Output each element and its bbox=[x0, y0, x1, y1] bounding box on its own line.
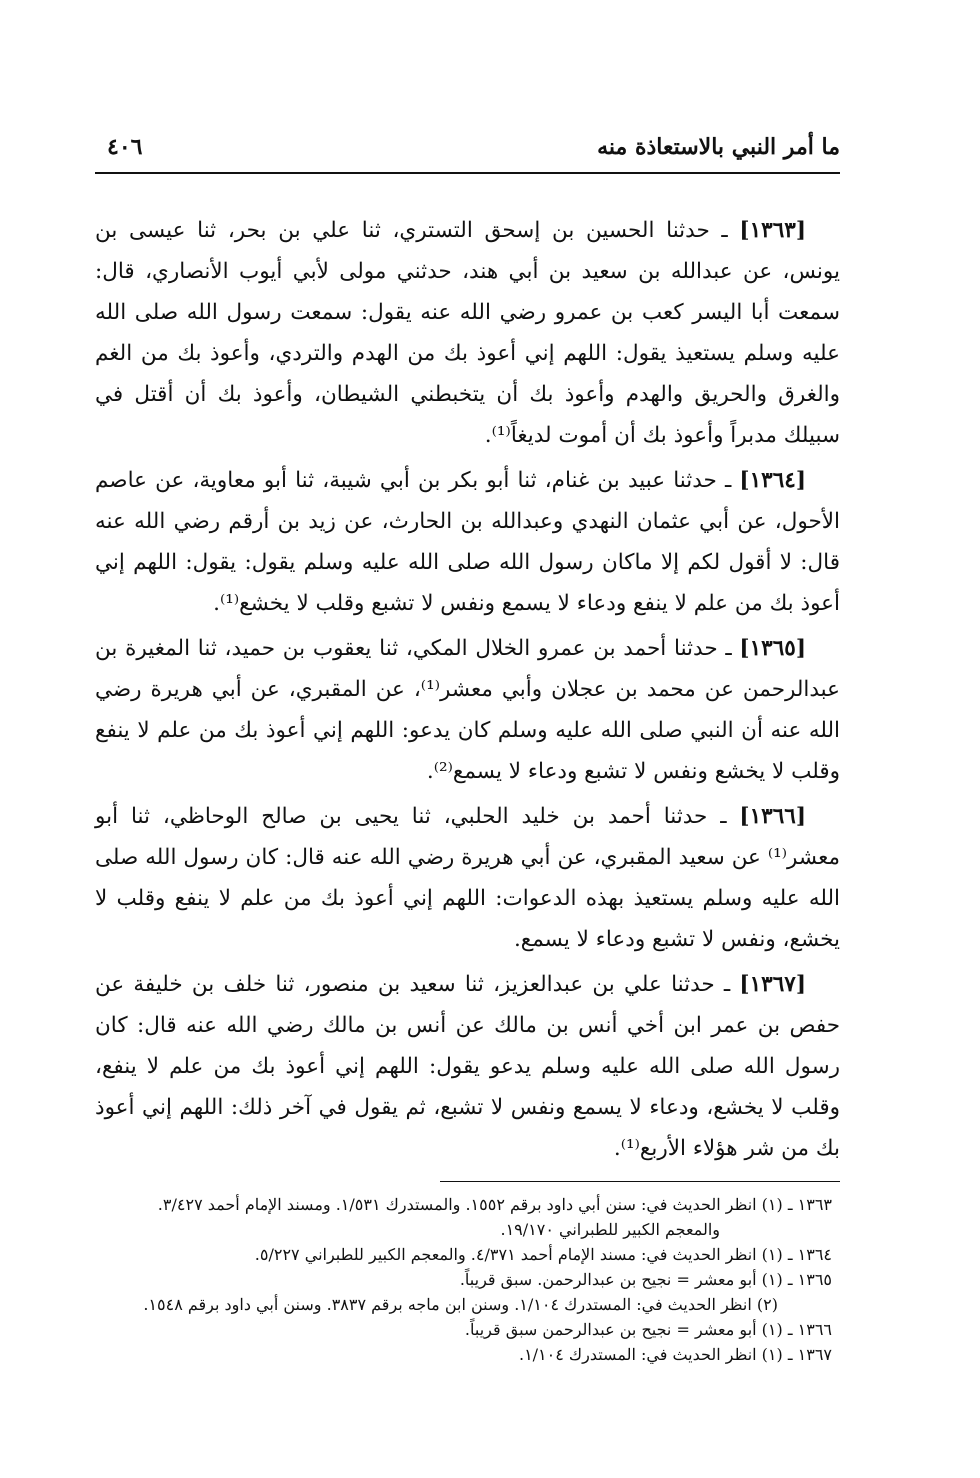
hadith-1366 bbox=[95, 796, 840, 960]
footnotes bbox=[95, 1192, 840, 1367]
footnote-1365-1: ١٣٦٥ ـ (١) أبو معشر = نجيح بن عبدالرحمن. سبق قريباً. bbox=[459, 1270, 832, 1289]
hadith-number: [١٣٦٤] bbox=[739, 468, 806, 493]
hadith-number: [١٣٦٣] bbox=[739, 218, 806, 243]
footnote-1367: ١٣٦٧ ـ (١) انظر الحديث في: المستدرك ١/١٠٤. bbox=[518, 1345, 832, 1364]
hadith-text: ـ حدثنا الحسين بن إسحق التستري، ثنا علي بن بحر، ثنا عيسى بن يونس، عن عبدالله بن سعيد بن أبي هند، حدثني مولى لأبي أيوب الأنصاري، قال: سمعت أبا اليسر كعب بن عمرو رضي الله عنه يقول: سمعت رسول الله صلى الله عليه وسلم يستعيذ يقول: اللهم إني أعوذ بك من الهدم والتردي، وأعوذ بك من الغم والغرق والحريق والهدم وأعوذ بك أن يتخبطني الشيطان، وأعوذ بك أن أقتل في سبيلك مدبراً وأعوذ بك أن أموت لديغاً⁽¹⁾. bbox=[95, 218, 840, 448]
footnote-1363: ١٣٦٣ ـ (١) انظر الحديث في: سنن أبي داود برقم ١٥٥٢. والمستدرك ١/٥٣١. ومسند الإمام أحمد ٣/٤٢٧. bbox=[157, 1195, 832, 1214]
hadith-1363 bbox=[95, 210, 840, 456]
footnote-1366: ١٣٦٦ ـ (١) أبو معشر = نجيح بن عبدالرحمن سبق قريباً. bbox=[464, 1320, 832, 1339]
book-page bbox=[95, 128, 840, 1368]
hadith-text: ـ حدثنا أحمد بن خليد الحلبي، ثنا يحيى بن صالح الوحاظي، ثنا أبو معشر⁽¹⁾ عن سعيد المقبري، عن أبي هريرة رضي الله عنه قال: كان رسول الله صلى الله عليه وسلم يستعيذ بهذه الدعوات: اللهم إني أعوذ بك من علم لا ينفع وقلب لا يخشع، ونفس لا تشبع ودعاء لا يسمع. bbox=[95, 804, 840, 952]
hadith-1365 bbox=[95, 628, 840, 792]
hadith-text: ـ حدثنا عبيد بن غنام، ثنا أبو بكر بن أبي شيبة، ثنا أبو معاوية، عن عاصم الأحول، عن أبي عثمان النهدي وعبدالله بن الحارث، عن زيد بن أرقم رضي الله عنه قال: لا أقول لكم إلا ماكان رسول الله صلى الله عليه وسلم يقول: يقول: اللهم إني أعوذ بك من علم لا ينفع ودعاء لا يسمع ونفس لا تشبع وقلب لا يخشع⁽¹⁾. bbox=[95, 468, 840, 616]
footnote-1365-2: (٢) انظر الحديث في: المستدرك ١/١٠٤. وسنن ابن ماجه برقم ٣٨٣٧. وسنن أبي داود برقم ١٥٤٨. bbox=[143, 1295, 778, 1314]
footnote-divider bbox=[440, 1181, 840, 1182]
hadith-number: [١٣٦٥] bbox=[739, 636, 806, 661]
running-header bbox=[95, 128, 840, 174]
footnote-1363-continued: والمعجم الكبير للطبراني ١٩/١٧٠. bbox=[500, 1220, 720, 1239]
hadith-1367 bbox=[95, 964, 840, 1169]
page-number: ٤٠٦ bbox=[107, 134, 143, 160]
hadith-text: ـ حدثنا أحمد بن عمرو الخلال المكي، ثنا يعقوب بن حميد، ثنا المغيرة بن عبدالرحمن عن محمد بن عجلان وأبي معشر⁽¹⁾، عن المقبري، عن أبي هريرة رضي الله عنه أن النبي صلى الله عليه وسلم كان يدعو: اللهم إني أعوذ بك من علم لا ينفع وقلب لا يخشع ونفس لا تشبع ودعاء لا يسمع⁽²⁾. bbox=[95, 636, 840, 784]
hadith-1364 bbox=[95, 460, 840, 624]
hadith-number: [١٣٦٧] bbox=[739, 972, 806, 997]
footnote-1364: ١٣٦٤ ـ (١) انظر الحديث في: مسند الإمام أحمد ٤/٣٧١. والمعجم الكبير للطبراني ٥/٢٢٧. bbox=[254, 1245, 832, 1264]
hadith-number: [١٣٦٦] bbox=[739, 804, 806, 829]
chapter-title: ما أمر النبي بالاستعاذة منه bbox=[597, 134, 840, 160]
hadith-text: ـ حدثنا علي بن عبدالعزيز، ثنا سعيد بن منصور، ثنا خلف بن خليفة عن حفص بن عمر ابن أخي أنس بن مالك عن أنس بن مالك رضي الله عنه قال: كان رسول الله صلى الله عليه وسلم يدعو يقول: اللهم إني أعوذ بك من علم لا ينفع، وقلب لا يخشع، ودعاء لا يسمع ونفس لا تشبع، ثم يقول في آخر ذلك: اللهم إني أعوذ بك من شر هؤلاء الأربع⁽¹⁾. bbox=[95, 972, 840, 1161]
hadith-list bbox=[95, 210, 840, 1169]
